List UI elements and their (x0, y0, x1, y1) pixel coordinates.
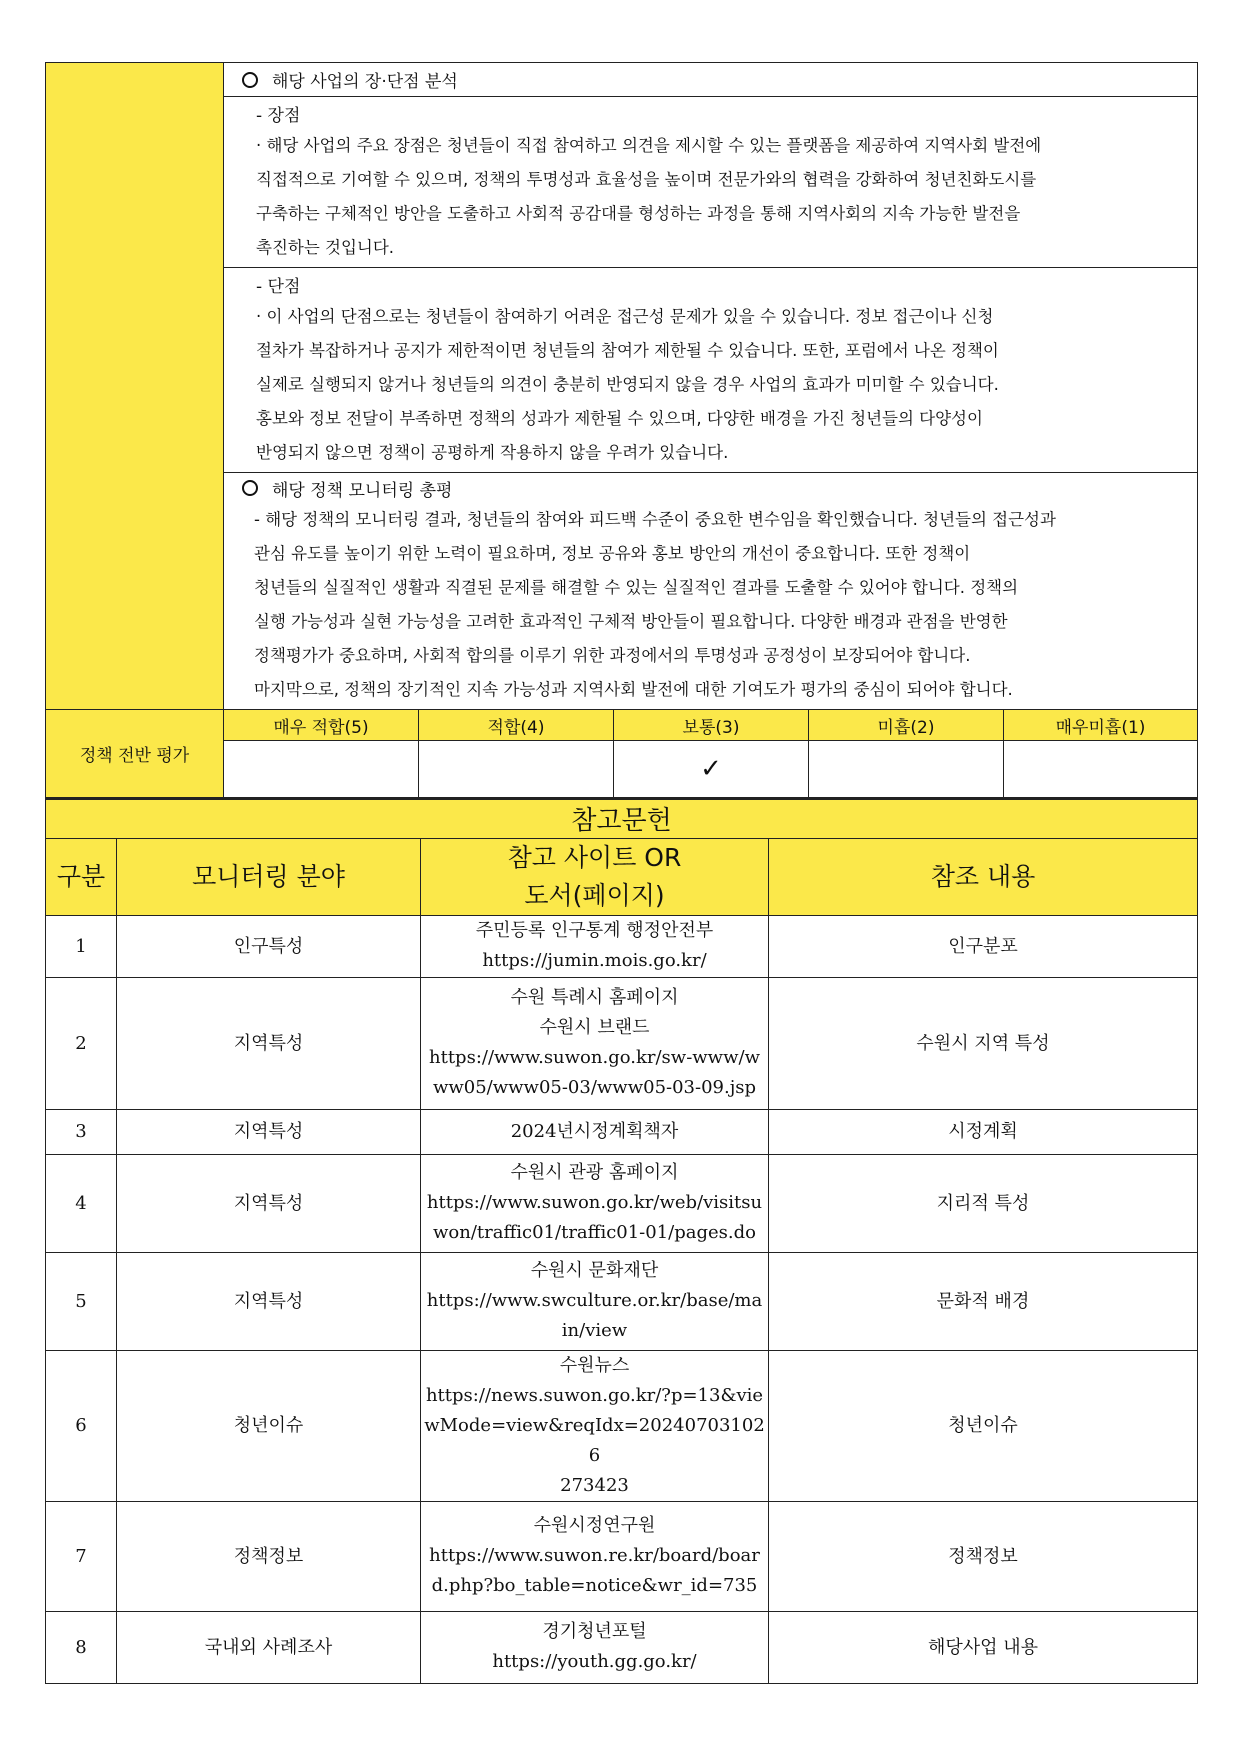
table-row (46, 1154, 1198, 1252)
ref-header-no: 구분 (46, 838, 117, 915)
circle-bullet-icon (242, 72, 258, 88)
table-row (46, 977, 1198, 1109)
table-row (46, 1501, 1198, 1611)
cons-text: · 이 사업의 단점으로는 청년들이 참여하기 어려운 접근성 문제가 있을 수 있습니다. 정보 접근이나 신청 절차가 복잡하거나 공지가 제한적이면 청년들의 참여가 제한될 수 있습니다. 또한, 포럼에서 나온 정책이 실제로 실행되지 않거나 청년들의 의견이 충분히 반영되지 않을 경우 사업의 효과가 미미할 수 있습니다. 홍보와 정보 전달이 부족하면 정책의 성과가 제한될 수 있으며, 다양한 배경을 가진 청년들의 다양성이 반영되지 않으면 정책이 공평하게 작용하지 않을 우려가 있습니다. (256, 307, 999, 462)
ref-field: 지역특성 (117, 977, 421, 1109)
pros-title: - 장점 (256, 106, 301, 126)
evaluation-label: 정책 전반 평가 (46, 710, 224, 798)
ref-no: 6 (46, 1350, 117, 1501)
ref-content: 시정계획 (769, 1109, 1198, 1154)
pros-text: · 해당 사업의 주요 장점은 청년들이 직접 참여하고 의견을 제시할 수 있는 플랫폼을 제공하여 지역사회 발전에 직접적으로 기여할 수 있으며, 정책의 투명성과 효율성을 높이며 전문가와의 협력을 강화하여 청년친화도시를 구축하는 구체적인 방안을 도출하고 사회적 공감대를 형성하는 과정을 통해 지역사회의 지속 가능한 발전을 촉진하는 것입니다. (256, 136, 1042, 257)
ref-no: 2 (46, 977, 117, 1109)
ref-field: 지역특성 (117, 1154, 421, 1252)
table-row (46, 1252, 1198, 1350)
eval-cell-4[interactable] (419, 741, 614, 798)
checkmark-icon: ✓ (700, 754, 722, 784)
section-title-analysis: 해당 사업의 장·단점 분석 (224, 63, 1197, 97)
ref-source[interactable]: 수원뉴스 https://news.suwon.go.kr/?p=13&vie wMode=view&reqIdx=202407031026 273423 (421, 1350, 769, 1501)
ref-header-field: 모니터링 분야 (117, 838, 421, 915)
section-title-monitoring: 해당 정책 모니터링 총평 (224, 473, 1197, 503)
ref-content: 청년이슈 (769, 1350, 1198, 1501)
eval-option-5: 매우 적합(5) (224, 710, 419, 741)
ref-no: 1 (46, 915, 117, 977)
ref-field: 지역특성 (117, 1109, 421, 1154)
ref-no: 5 (46, 1252, 117, 1350)
ref-no: 4 (46, 1154, 117, 1252)
ref-field: 국내외 사례조사 (117, 1611, 421, 1683)
ref-header-source: 참고 사이트 OR 도서(페이지) (421, 838, 769, 915)
eval-option-4: 적합(4) (419, 710, 614, 741)
eval-option-3: 보통(3) (614, 710, 809, 741)
analysis-table (45, 62, 1198, 798)
circle-bullet-icon (242, 480, 258, 496)
ref-source[interactable]: 2024년시정계획책자 (421, 1109, 769, 1154)
ref-source[interactable]: 수원 특례시 홈페이지 수원시 브랜드 https://www.suwon.go.kr/sw-www/w ww05/www05-03/www05-03-09.jsp (421, 977, 769, 1109)
ref-source[interactable]: 수원시정연구원 https://www.suwon.re.kr/board/boar d.php?bo_table=notice&wr_id=735 (421, 1501, 769, 1611)
monitoring-text: - 해당 정책의 모니터링 결과, 청년들의 참여와 피드백 수준이 중요한 변수임을 확인했습니다. 청년들의 접근성과 관심 유도를 높이기 위한 노력이 필요하며, 정보 공유와 홍보 방안의 개선이 중요합니다. 또한 정책이 청년들의 실질적인 생활과 직결된 문제를 해결할 수 있는 실질적인 결과를 도출할 수 있어야 합니다. 정책의 실행 가능성과 실현 가능성을 고려한 효과적인 구체적 방안들이 필요합니다. 다양한 배경과 관점을 반영한 정책평가가 중요하며, 사회적 합의를 이루기 위한 과정에서의 투명성과 공정성이 보장되어야 합니다. 마지막으로, 정책의 장기적인 지속 가능성과 지역사회 발전에 대한 기여도가 평가의 중심이 되어야 합니다. (254, 510, 1056, 699)
references-table (45, 797, 1198, 1684)
ref-field: 청년이슈 (117, 1350, 421, 1501)
ref-source[interactable]: 경기청년포털 https://youth.gg.go.kr/ (421, 1611, 769, 1683)
ref-content: 문화적 배경 (769, 1252, 1198, 1350)
pros-cons-cell (224, 63, 1198, 268)
table-row (46, 1109, 1198, 1154)
ref-header-content: 참조 내용 (769, 838, 1198, 915)
eval-cell-1[interactable] (1004, 741, 1198, 798)
monitoring-summary-cell (224, 473, 1198, 710)
ref-content: 지리적 특성 (769, 1154, 1198, 1252)
table-row (46, 1611, 1198, 1683)
cons-title: - 단점 (256, 277, 301, 297)
cons-cell (224, 268, 1198, 473)
eval-cell-5[interactable] (224, 741, 419, 798)
ref-content: 정책정보 (769, 1501, 1198, 1611)
ref-content: 수원시 지역 특성 (769, 977, 1198, 1109)
ref-content: 해당사업 내용 (769, 1611, 1198, 1683)
ref-field: 지역특성 (117, 1252, 421, 1350)
ref-no: 7 (46, 1501, 117, 1611)
eval-option-2: 미흡(2) (809, 710, 1004, 741)
eval-option-1: 매우미흡(1) (1004, 710, 1198, 741)
ref-no: 8 (46, 1611, 117, 1683)
ref-source[interactable]: 주민등록 인구통계 행정안전부 https://jumin.mois.go.kr/ (421, 915, 769, 977)
eval-cell-3[interactable] (614, 741, 809, 798)
ref-source[interactable]: 수원시 문화재단 https://www.swculture.or.kr/base/ma in/view (421, 1252, 769, 1350)
document-page (45, 62, 1197, 1684)
ref-source[interactable]: 수원시 관광 홈페이지 https://www.suwon.go.kr/web/visitsu won/traffic01/traffic01-01/pages.do (421, 1154, 769, 1252)
references-title: 참고문헌 (46, 798, 1198, 838)
table-row (46, 915, 1198, 977)
ref-content: 인구분포 (769, 915, 1198, 977)
left-label-cell (46, 63, 224, 710)
ref-field: 정책정보 (117, 1501, 421, 1611)
ref-no: 3 (46, 1109, 117, 1154)
eval-cell-2[interactable] (809, 741, 1004, 798)
table-row (46, 1350, 1198, 1501)
ref-field: 인구특성 (117, 915, 421, 977)
